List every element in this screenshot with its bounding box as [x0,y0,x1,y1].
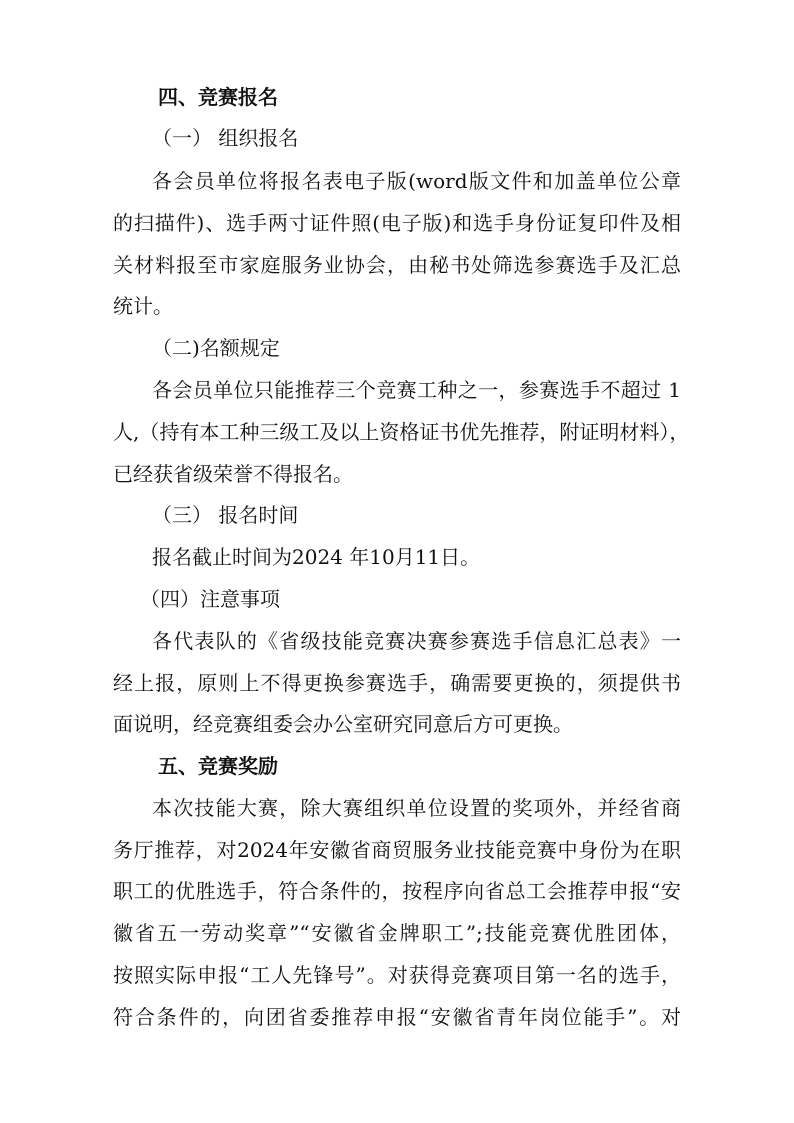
paragraph-line: 的扫描件)、选手两寸证件照(电子版)和选手身份证复印件及相 [113,211,681,235]
paragraph-line: 职工的优胜选手，符合条件的，按程序向省总工会推荐申报“安 [113,879,681,903]
paragraph-line: 已经获省级荣誉不得报名。 [113,462,353,486]
subheading-1: （一） 组织报名 [152,126,299,150]
paragraph-line: 面说明，经竞赛组委会办公室研究同意后方可更换。 [113,712,573,736]
paragraph-line: 各会员单位只能推荐三个竞赛工种之一，参赛选手不超过 1 [152,378,681,402]
paragraph-line: 报名截止时间为2024 年10月11日。 [152,545,481,569]
paragraph-line: 各代表队的《省级技能竞赛决赛参赛选手信息汇总表》一 [152,629,681,653]
paragraph-line: 按照实际申报“工人先锋号”。对获得竞赛项目第一名的选手， [113,963,681,987]
paragraph-line: 关材料报至市家庭服务业协会，由秘书处筛选参赛选手及汇总 [113,253,681,277]
paragraph-line: 人,（持有本工种三级工及以上资格证书优先推荐，附证明材料）， [113,420,690,444]
section-heading-4: 四、竞赛报名 [158,85,278,109]
paragraph-line: 本次技能大赛，除大赛组织单位设置的奖项外，并经省商 [152,796,681,820]
paragraph-line: 务厅推荐，对2024年安徽省商贸服务业技能竞赛中身份为在职 [113,838,681,862]
section-heading-5: 五、竞赛奖励 [158,754,278,778]
subheading-2: （二)名额规定 [152,336,280,360]
subheading-3: （三） 报名时间 [152,503,299,527]
subheading-4: （四）注意事项 [140,587,280,611]
paragraph-line: 符合条件的，向团省委推荐申报“安徽省青年岗位能手”。对 [113,1005,681,1029]
paragraph-line: 经上报，原则上不得更换参赛选手，确需要更换的，须提供书 [113,671,681,695]
paragraph-line: 徽省五一劳动奖章”“安徽省金牌职工”;技能竞赛优胜团体， [113,921,681,945]
paragraph-line: 统计。 [113,294,173,318]
paragraph-line: 各会员单位将报名表电子版(word版文件和加盖单位公章 [152,169,681,193]
